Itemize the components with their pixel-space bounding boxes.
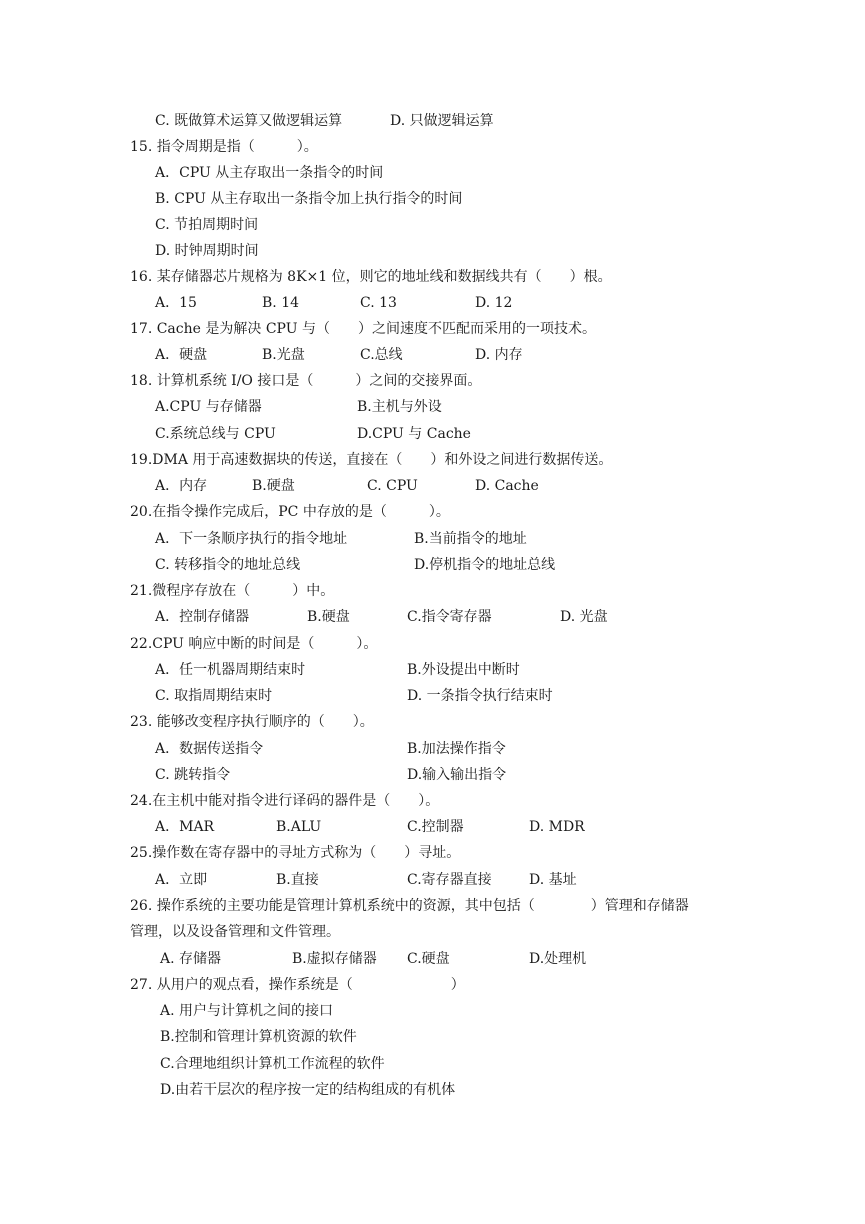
q21-options-part-2: B.硬盘 [307, 609, 350, 625]
q24-options-part-2: B.ALU [276, 819, 322, 835]
q19-options-part-1: A．内存 [155, 478, 208, 494]
q20-stem-text: 20.在指令操作完成后，PC 中存放的是（ ）。 [130, 504, 450, 520]
q26-options-part-1: A. 存储器 [160, 951, 222, 967]
q22-stem-text: 22.CPU 响应中断的时间是（ ）。 [130, 636, 378, 652]
q19-options-part-2: B.硬盘 [252, 478, 295, 494]
q15-option-c-text: C. 节拍周期时间 [155, 217, 259, 233]
q21-options-part-3: C.指令寄存器 [407, 609, 492, 625]
q26-options-part-4: D.处理机 [529, 951, 587, 967]
q19-options-part-4: D. Cache [475, 478, 539, 494]
q22-options-cd-part-1: C. 取指周期结束时 [155, 688, 273, 704]
q14-options-cd-part-1: C. 既做算术运算又做逻辑运算 [155, 113, 343, 129]
q17-options-part-4: D. 内存 [475, 347, 523, 363]
q19-stem-text: 19.DMA 用于高速数据块的传送，直接在（ ）和外设之间进行数据传送。 [130, 452, 613, 468]
q19-options-part-3: C. CPU [367, 478, 418, 494]
q26-stem-line1-text: 26. 操作系统的主要功能是管理计算机系统中的资源，其中包括（ ）管理和存储器 [130, 898, 689, 914]
q18-options-cd-part-2: D.CPU 与 Cache [357, 426, 471, 442]
q24-options-part-3: C.控制器 [407, 819, 464, 835]
q20-options-ab-part-1: A．下一条顺序执行的指令地址 [155, 531, 348, 547]
q15-option-b-text: B. CPU 从主存取出一条指令加上执行指令的时间 [155, 191, 463, 207]
q26-stem-line2-text: 管理，以及设备管理和文件管理。 [130, 924, 340, 940]
q23-stem-text: 23. 能够改变程序执行顺序的（ ）。 [130, 714, 374, 730]
q27-stem-text: 27. 从用户的观点看，操作系统是（ ） [130, 977, 465, 993]
q23-options-ab-part-1: A．数据传送指令 [155, 741, 264, 757]
q14-options-cd-part-2: D. 只做逻辑运算 [390, 113, 494, 129]
q20-options-cd-part-2: D.停机指令的地址总线 [414, 557, 556, 573]
q26-options-part-2: B.虚拟存储器 [292, 951, 377, 967]
q20-options-ab-part-2: B.当前指令的地址 [414, 531, 527, 547]
q25-options-part-1: A．立即 [155, 872, 208, 888]
q24-stem-text: 24.在主机中能对指令进行译码的器件是（ ）。 [130, 793, 440, 809]
q24-options-part-1: A．MAR [155, 819, 215, 835]
q23-options-ab-part-2: B.加法操作指令 [407, 741, 506, 757]
q18-stem-text: 18. 计算机系统 I/O 接口是（ ）之间的交接界面。 [130, 373, 482, 389]
q17-stem-text: 17. Cache 是为解决 CPU 与（ ）之间速度不匹配而采用的一项技术。 [130, 321, 596, 337]
q21-options-part-4: D. 光盘 [560, 609, 608, 625]
q16-options-part-2: B. 14 [262, 295, 300, 311]
q27-option-a-text: A. 用户与计算机之间的接口 [160, 1003, 334, 1019]
q21-stem-text: 21.微程序存放在（ ）中。 [130, 583, 335, 599]
q24-options-part-4: D. MDR [529, 819, 585, 835]
q17-options-part-2: B.光盘 [262, 347, 305, 363]
q17-options-part-1: A．硬盘 [155, 347, 208, 363]
q22-options-cd-part-2: D. 一条指令执行结束时 [407, 688, 553, 704]
q25-options-part-2: B.直接 [276, 872, 319, 888]
q15-option-d-text: D. 时钟周期时间 [155, 243, 259, 259]
q25-options-part-4: D. 基址 [529, 872, 577, 888]
q18-options-ab-part-2: B.主机与外设 [357, 399, 442, 415]
q25-stem-text: 25.操作数在寄存器中的寻址方式称为（ ）寻址。 [130, 845, 461, 861]
q22-options-ab-part-1: A．任一机器周期结束时 [155, 662, 306, 678]
q15-option-a-text: A．CPU 从主存取出一条指令的时间 [155, 165, 384, 181]
q15-stem-text: 15. 指令周期是指（ ）。 [130, 139, 318, 155]
q18-options-cd-part-1: C.系统总线与 CPU [155, 426, 276, 442]
q27-option-c-text: C.合理地组织计算机工作流程的软件 [160, 1056, 385, 1072]
q18-options-ab-part-1: A.CPU 与存储器 [155, 399, 262, 415]
q27-option-d-text: D.由若干层次的程序按一定的结构组成的有机体 [160, 1082, 456, 1098]
q16-options-part-1: A．15 [155, 295, 197, 311]
q23-options-cd-part-2: D.输入输出指令 [407, 767, 507, 783]
q27-option-b-text: B.控制和管理计算机资源的软件 [160, 1029, 357, 1045]
q20-options-cd-part-1: C. 转移指令的地址总线 [155, 557, 301, 573]
q16-options-part-4: D. 12 [475, 295, 513, 311]
q22-options-ab-part-2: B.外设提出中断时 [407, 662, 520, 678]
q17-options-part-3: C.总线 [360, 347, 403, 363]
q16-options-part-3: C. 13 [360, 295, 397, 311]
q21-options-part-1: A．控制存储器 [155, 609, 250, 625]
q25-options-part-3: C.寄存器直接 [407, 872, 492, 888]
q26-options-part-3: C.硬盘 [407, 951, 450, 967]
q23-options-cd-part-1: C. 跳转指令 [155, 767, 231, 783]
q16-stem-text: 16. 某存储器芯片规格为 8K×1 位，则它的地址线和数据线共有（ ）根。 [130, 269, 612, 285]
